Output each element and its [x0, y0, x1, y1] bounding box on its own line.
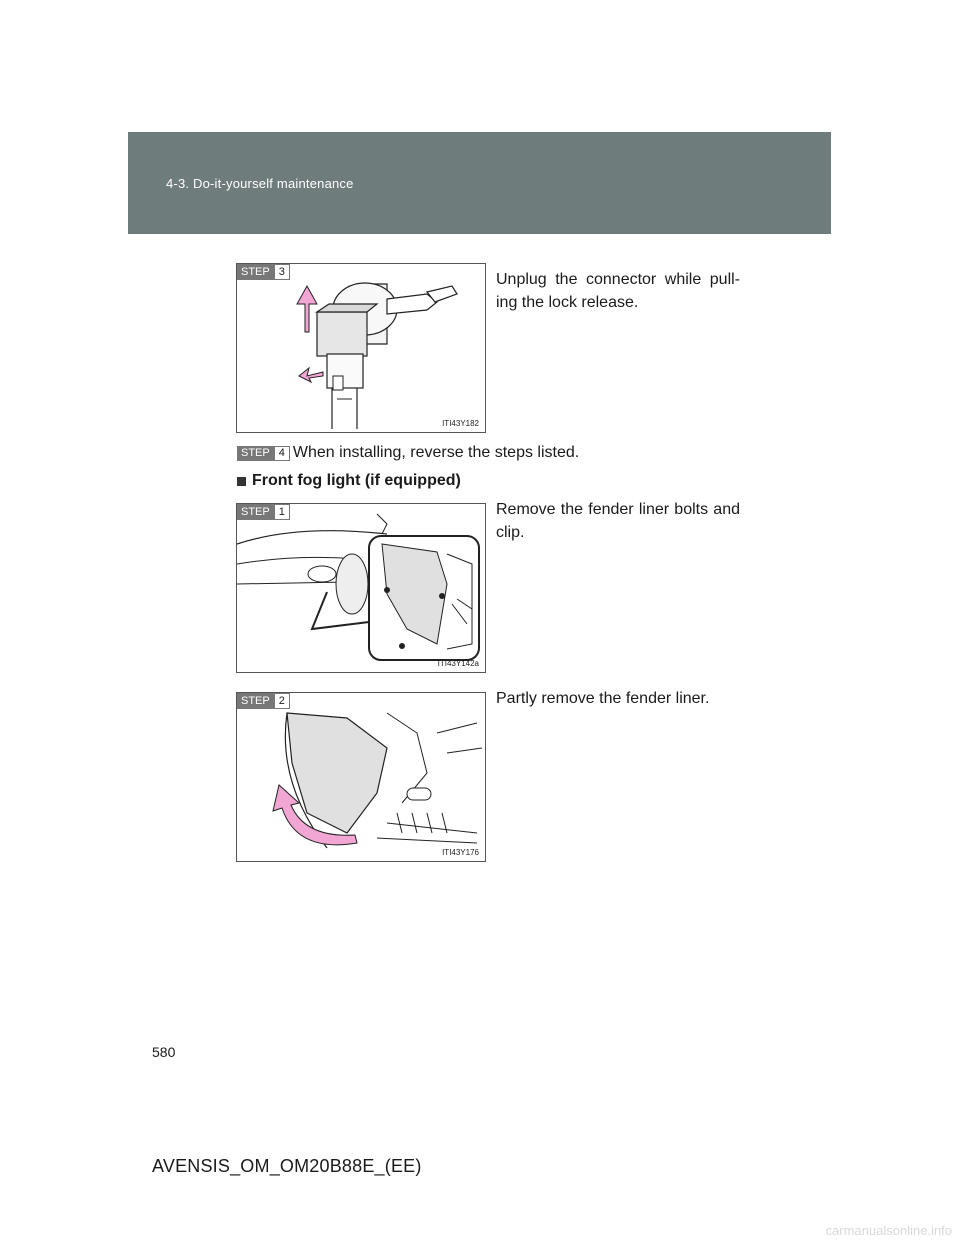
figure-code: ITI43Y182: [442, 419, 479, 428]
header-band: [128, 132, 831, 234]
step-label-4: STEP 4: [237, 446, 290, 461]
step-label-3: STEP 3: [237, 264, 290, 280]
figure-step-1: [236, 503, 486, 673]
step-label-2: STEP 2: [237, 693, 290, 709]
connector-illustration: [237, 264, 485, 432]
section-title: 4-3. Do-it-yourself maintenance: [166, 176, 354, 191]
watermark: carmanualsonline.info: [825, 1223, 952, 1238]
section-subheading: Front fog light (if equipped): [237, 472, 461, 490]
figure-code: ITI43Y176: [442, 848, 479, 857]
fender-liner-removal-illustration: [237, 693, 485, 861]
figure-step-3: [236, 263, 486, 433]
fender-liner-bolts-illustration: [237, 504, 485, 672]
side-arrow: [299, 368, 323, 382]
step-2-text: Partly remove the fender liner.: [496, 690, 710, 707]
step-4-text: When installing, reverse the steps listed.: [292, 444, 580, 461]
step-4-line: [237, 444, 579, 462]
step-1-text: Remove the fender liner bolts and clip.: [496, 501, 740, 541]
step-3-text: Unplug the connector while pull-ing the lock release.: [496, 271, 740, 311]
up-arrow: [297, 286, 317, 332]
page-number: 580: [152, 1044, 176, 1060]
figure-code: ITI43Y142a: [437, 659, 479, 668]
step-label-1: STEP 1: [237, 504, 290, 520]
document-code: AVENSIS_OM_OM20B88E_(EE): [152, 1156, 422, 1176]
figure-step-2: [236, 692, 486, 862]
square-bullet-icon: [237, 477, 246, 486]
